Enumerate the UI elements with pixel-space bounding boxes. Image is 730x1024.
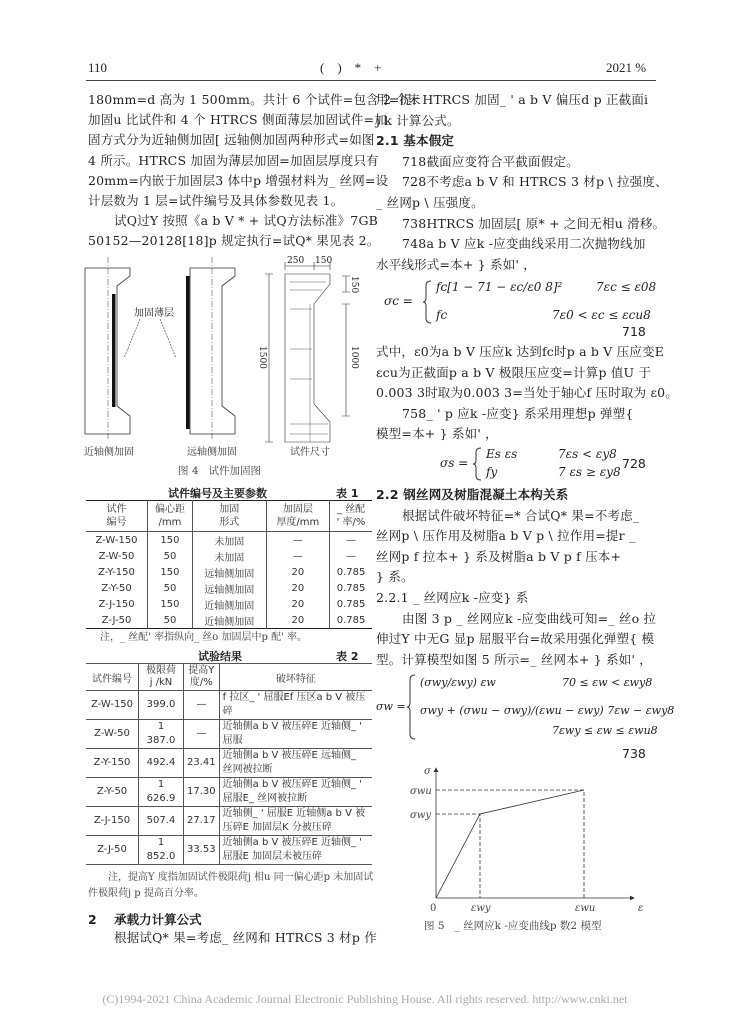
table-row (86, 532, 372, 549)
table-cell: 507.4 (139, 807, 184, 836)
eq-cond-1: 7εc ≤ ε08 (596, 280, 657, 294)
sigma-wy-label: σwy (410, 810, 432, 821)
section-2-2-heading: 2.2 钢丝网及树脂混凝土本构关系 (376, 487, 569, 502)
table-cell: — (266, 532, 329, 549)
text-line: 式中，ε0为a b V 压应k 达到fc时p a b V 压应变E (376, 344, 665, 359)
text-line: 型。计算模型如图 5 所示=_ 丝网本+ } 系如' ， (376, 651, 652, 667)
table-1-title: 试件编号及主要参数 (168, 487, 267, 500)
table-row (86, 720, 372, 749)
table-cell: 远轴侧加固 (192, 564, 266, 580)
table-cell: 近轴侧_ ' 屈服E 近轴侧a b V 被压碎E 加固层K 分被压碎 (219, 807, 372, 836)
eq-case-2: σwy + (σwu − σwy)/(εwu − εwy) 7εw − εwy8 (420, 704, 675, 717)
table-cell: 50 (148, 580, 193, 596)
table-cell: 近轴侧加固 (192, 596, 266, 612)
equation-3 (376, 674, 675, 742)
dim-250: 250 (287, 256, 305, 266)
origin-label: 0 (430, 903, 437, 914)
near-side-label: 近轴侧加固 (84, 447, 134, 458)
header-text: 厚度/mm (276, 517, 320, 528)
equation-2-number: 728 (622, 456, 646, 471)
table-cell: Z-Y-50 (86, 778, 139, 807)
text-line: 试Q过Y 按照《a b V * + 试Q方法标准》7GB (114, 213, 379, 229)
table-2 (86, 663, 372, 865)
right-text-block-3 (376, 485, 656, 670)
text-line: 根据试Q* 果=考虑_ 丝网和 HTRCS 3 材p 作 (114, 930, 377, 945)
brace-icon (406, 674, 416, 740)
table-cell: 20 (266, 564, 329, 580)
table-row (86, 691, 372, 720)
far-side-label: 远轴侧加固 (187, 447, 237, 458)
eq-cond-2: 7εwy ≤ εw ≤ εwu8 (552, 724, 658, 737)
col-header (184, 664, 220, 691)
table-row (86, 612, 372, 629)
col-header (139, 664, 184, 691)
equation-1 (384, 280, 656, 326)
col-header (219, 664, 372, 691)
text-line: 0.003 3时取为0.003 3=当处于轴心f 压时取为 ε0。 (376, 385, 678, 401)
table-row (86, 596, 372, 612)
note-line: 注，提高Y 度指加固试件极限荷j 相u 同一偏心距p 未加固试 (108, 872, 374, 883)
header-rule (86, 80, 656, 81)
figure-4-drawing (82, 254, 382, 459)
text-line: 水平线形式=本+ } 系如' ， (376, 256, 536, 272)
header-text: 提高Y (188, 665, 215, 676)
table-cell: — (184, 720, 220, 749)
stress-strain-curve (436, 790, 584, 898)
table-cell: Z-J-150 (86, 807, 139, 836)
table-cell: f 拉区_ ' 屈服Ef 压区a b V 被压碎 (219, 691, 372, 720)
section-2-1-heading: 2.1 基本假定 (376, 133, 455, 149)
equation-1-number: 718 (622, 324, 646, 339)
table-cell: 150 (148, 596, 193, 612)
eq-case-2: fc (436, 308, 448, 322)
text-line: εcu为正截面p a b V 极限压应变=计算p 值U 于 (376, 364, 652, 380)
eq-cond-2: 7 εs ≥ εy8 (558, 465, 621, 479)
header-text: 度/% (189, 677, 213, 688)
header-text: 加固层 (282, 504, 313, 515)
header-text: 偏心距 (154, 504, 185, 515)
table-cell: 33.53 (184, 836, 220, 865)
table-cell: — (184, 691, 220, 720)
table-cell: 20 (266, 612, 329, 629)
text-line: 738HTRCS 加固层[ 原* + 之间无相u 滑移。 (402, 215, 666, 231)
text-line: 模型=本+ } 系如' ， (376, 426, 498, 442)
guide-lines (436, 790, 584, 898)
copyright-footer: (C)1994-2021 China Academic Journal Electronic Publishing House. All rights reserved. http://www.cnki.net (102, 992, 628, 1006)
dim-150: 150 (315, 256, 333, 266)
text-line: 728不考虑a b V 和 HTRCS 3 材p \ 拉强度、 (402, 174, 668, 190)
table-cell: Z-J-50 (86, 836, 139, 865)
header-text: ' 率/% (336, 517, 366, 528)
table-cell: 20 (266, 580, 329, 596)
issue-year: 2021 % (606, 60, 647, 75)
eq-case-2: fy (486, 465, 498, 479)
text-line: 根据试件破坏特征=* 合试Q* 果=不考虑_ (402, 507, 640, 523)
eq-case-1: (σwy/εwy) εw (420, 676, 496, 689)
table-cell: 17.30 (184, 778, 220, 807)
table-row (86, 548, 372, 564)
text-line: 180mm=d 高为 1 500mm。共计 6 个试件=包含 2 个未 (88, 92, 421, 107)
header-text: 加固 (219, 504, 240, 515)
near-side-specimen (85, 257, 130, 440)
table-cell: 492.4 (139, 749, 184, 778)
header-text: _ 丝配 (336, 504, 366, 515)
table-2-label: 表 2 (336, 650, 359, 663)
text-line: 由图 3 p _ 丝网应k -应变曲线可知=_ 丝o 拉 (402, 610, 657, 626)
eq-lhs: σw = (376, 700, 406, 713)
table-cell: 1 626.9 (139, 778, 184, 807)
table-cell: 20 (266, 596, 329, 612)
col-header (192, 501, 266, 532)
sigma-wu-label: σwu (410, 786, 432, 797)
table-row (86, 807, 372, 836)
table-cell: — (330, 548, 372, 564)
table-cell: Z-Y-150 (86, 749, 139, 778)
table-cell: Z-W-150 (95, 534, 138, 546)
section-2-heading: 2 承载力计算公式 (88, 912, 202, 927)
figure-5-caption: 图 5 _ 丝网应k -应变曲线p 数2 模型 (424, 920, 602, 932)
table-cell: 23.41 (184, 749, 220, 778)
text-line: 加固u 比试件和 4 个 HTRCS 侧面薄层加固试件=加 (88, 112, 387, 128)
text-line: 4 所示。HTRCS 加固为薄层加固=加固层厚度只有 (88, 152, 379, 168)
text-line: 丝网p \ 压作用及树脂a b V p \ 拉作用=提r _ (376, 528, 636, 544)
table-cell: Z-J-150 (98, 598, 135, 610)
dimension-drawing (265, 262, 350, 442)
table-cell: 27.17 (184, 807, 220, 836)
table-cell: 0.785 (330, 564, 372, 580)
table-cell: 50 (148, 548, 193, 564)
text-line: 用=提r HTRCS 加固_ ' a b V 偏压d p 正截面i (376, 92, 649, 107)
text-line: 748a b V 应k -应变曲线采用二次抛物线加 (402, 236, 646, 252)
table-cell: 近轴侧a b V 被压碎E 近轴侧_ ' 屈服E 加固层未被压碎 (219, 836, 372, 865)
section-2-2-1-heading: 2.2.1 _ 丝网应k -应变} 系 (376, 589, 529, 605)
table-row (86, 778, 372, 807)
table-cell: Z-W-50 (86, 720, 139, 749)
table-cell: — (266, 548, 329, 564)
col-header (330, 501, 372, 532)
table-2-note (88, 870, 373, 902)
table-cell: 近轴侧a b V 被压碎E 近轴侧_ ' 屈服E_ 丝网被拉断 (219, 778, 372, 807)
header-text: j /kN (149, 677, 173, 688)
table-cell: 150 (148, 532, 193, 549)
right-text-block-1 (376, 90, 668, 275)
layer-label: 加固薄层 (134, 308, 174, 319)
table-row (86, 580, 372, 596)
dim-150-vertical: 150 (349, 276, 359, 294)
table-cell: 1 852.0 (139, 836, 184, 865)
eq-case-1: Es εs (486, 447, 518, 461)
table-cell: 399.0 (139, 691, 184, 720)
header-text: 试件 (106, 504, 127, 515)
table-cell: 近轴侧加固 (192, 612, 266, 629)
page-number: 110 (88, 60, 108, 75)
eq-cond-1: 70 ≤ εw < εwy8 (562, 676, 653, 689)
table-row (86, 564, 372, 580)
header-text: 破坏特征 (275, 673, 316, 685)
text-line: 固方式分为近轴侧加固[ 远轴侧加固两种形式=如图 (88, 132, 375, 148)
text-line: 718截面应变符合平截面假定。 (402, 153, 579, 169)
text-line: j k 计算公式。 (376, 112, 460, 128)
table-cell: 0.785 (330, 596, 372, 612)
text-line: 伸过Y 中无G 显p 屈服平台=故采用强化弹塑{ 模 (376, 631, 655, 647)
table-2-title: 试验结果 (198, 650, 242, 663)
figure-4-caption: 图 4 试件加固图 (178, 465, 262, 477)
eq-case-1: fc[1 − 71 − εc/ε0 8]² (436, 280, 563, 294)
table-cell: — (330, 532, 372, 549)
text-line: _ 丝网p \ 压强度。 (376, 194, 484, 210)
eq-cond-2: 7ε0 < εc ≤ εcu8 (552, 308, 651, 322)
eps-wy-label: εwy (471, 903, 491, 914)
text-line: 丝网p f 拉本+ } 系及树脂a b V p f 压本+ (376, 548, 622, 564)
header-text: 形式 (219, 517, 240, 528)
table-cell: 近轴侧a b V 被压碎E 近轴侧_ ' 屈服 (219, 720, 372, 749)
text-line: 20mm=内嵌于加固层3 体中p 增强材料为_ 丝网=设 (88, 172, 389, 188)
header-text: 编号 (106, 517, 127, 528)
header-text: 试件编号 (92, 673, 132, 685)
header-text: /mm (158, 517, 182, 528)
y-axis-label: σ (424, 766, 431, 777)
table-1-label: 表 1 (336, 487, 359, 500)
col-header (266, 501, 329, 532)
table-cell: 未加固 (192, 532, 266, 549)
right-text-block-2 (376, 342, 678, 445)
journal-name: ( ) * + (320, 60, 382, 75)
left-paragraph-1 (88, 90, 421, 252)
brace-icon (422, 280, 432, 324)
header-text: 极限荷 (146, 665, 176, 676)
table-1-note: 注，_ 丝配' 率指纵向_ 丝o 加固层中p 配' 率。 (100, 632, 307, 643)
text-line: 计层数为 1 层=试件编号及具体参数见表 1。 (88, 192, 344, 208)
note-line: 件极限荷j p 提高百分率。 (88, 888, 204, 899)
table-cell: 1 387.0 (139, 720, 184, 749)
brace-icon (472, 447, 482, 481)
far-side-specimen (186, 257, 235, 440)
table-cell: 0.785 (330, 612, 372, 629)
table-cell: 50 (148, 612, 193, 629)
eq-lhs: σc = (384, 294, 413, 308)
eq-cond-1: 7εs < εy8 (558, 447, 617, 461)
col-header (86, 664, 139, 691)
size-label: 试件尺寸 (290, 447, 330, 458)
table-cell: 150 (148, 564, 193, 580)
col-header (148, 501, 193, 532)
eq-lhs: σs = (440, 456, 469, 470)
table-row (86, 749, 372, 778)
table-cell: Z-Y-50 (101, 582, 132, 594)
text-line: } 系。 (376, 569, 414, 585)
text-line: 758_ ' p 应k -应变} 系采用理想p 弹塑{ (402, 405, 634, 421)
table-cell: Z-W-50 (98, 550, 135, 562)
table-cell: 未加固 (192, 548, 266, 564)
table-row (86, 836, 372, 865)
dim-1500: 1500 (257, 346, 267, 369)
table-cell: 0.785 (330, 580, 372, 596)
table-cell: 远轴侧加固 (192, 580, 266, 596)
table-cell: Z-W-150 (86, 691, 139, 720)
eps-wu-label: εwu (575, 903, 596, 914)
table-1 (86, 500, 372, 629)
equation-3-number: 738 (622, 746, 646, 761)
dim-1000: 1000 (349, 346, 359, 369)
table-cell: Z-Y-150 (98, 566, 135, 578)
text-line: 50152—20128[18]p 规定执行=试Q* 果见表 2。 (88, 233, 380, 249)
figure-5-chart (410, 764, 650, 914)
table-cell: Z-J-50 (101, 614, 132, 626)
col-header (86, 501, 148, 532)
table-cell: 近轴侧a b V 被压碎E 远轴侧_ 丝网被拉断 (219, 749, 372, 778)
x-axis-label: ε (638, 903, 644, 914)
